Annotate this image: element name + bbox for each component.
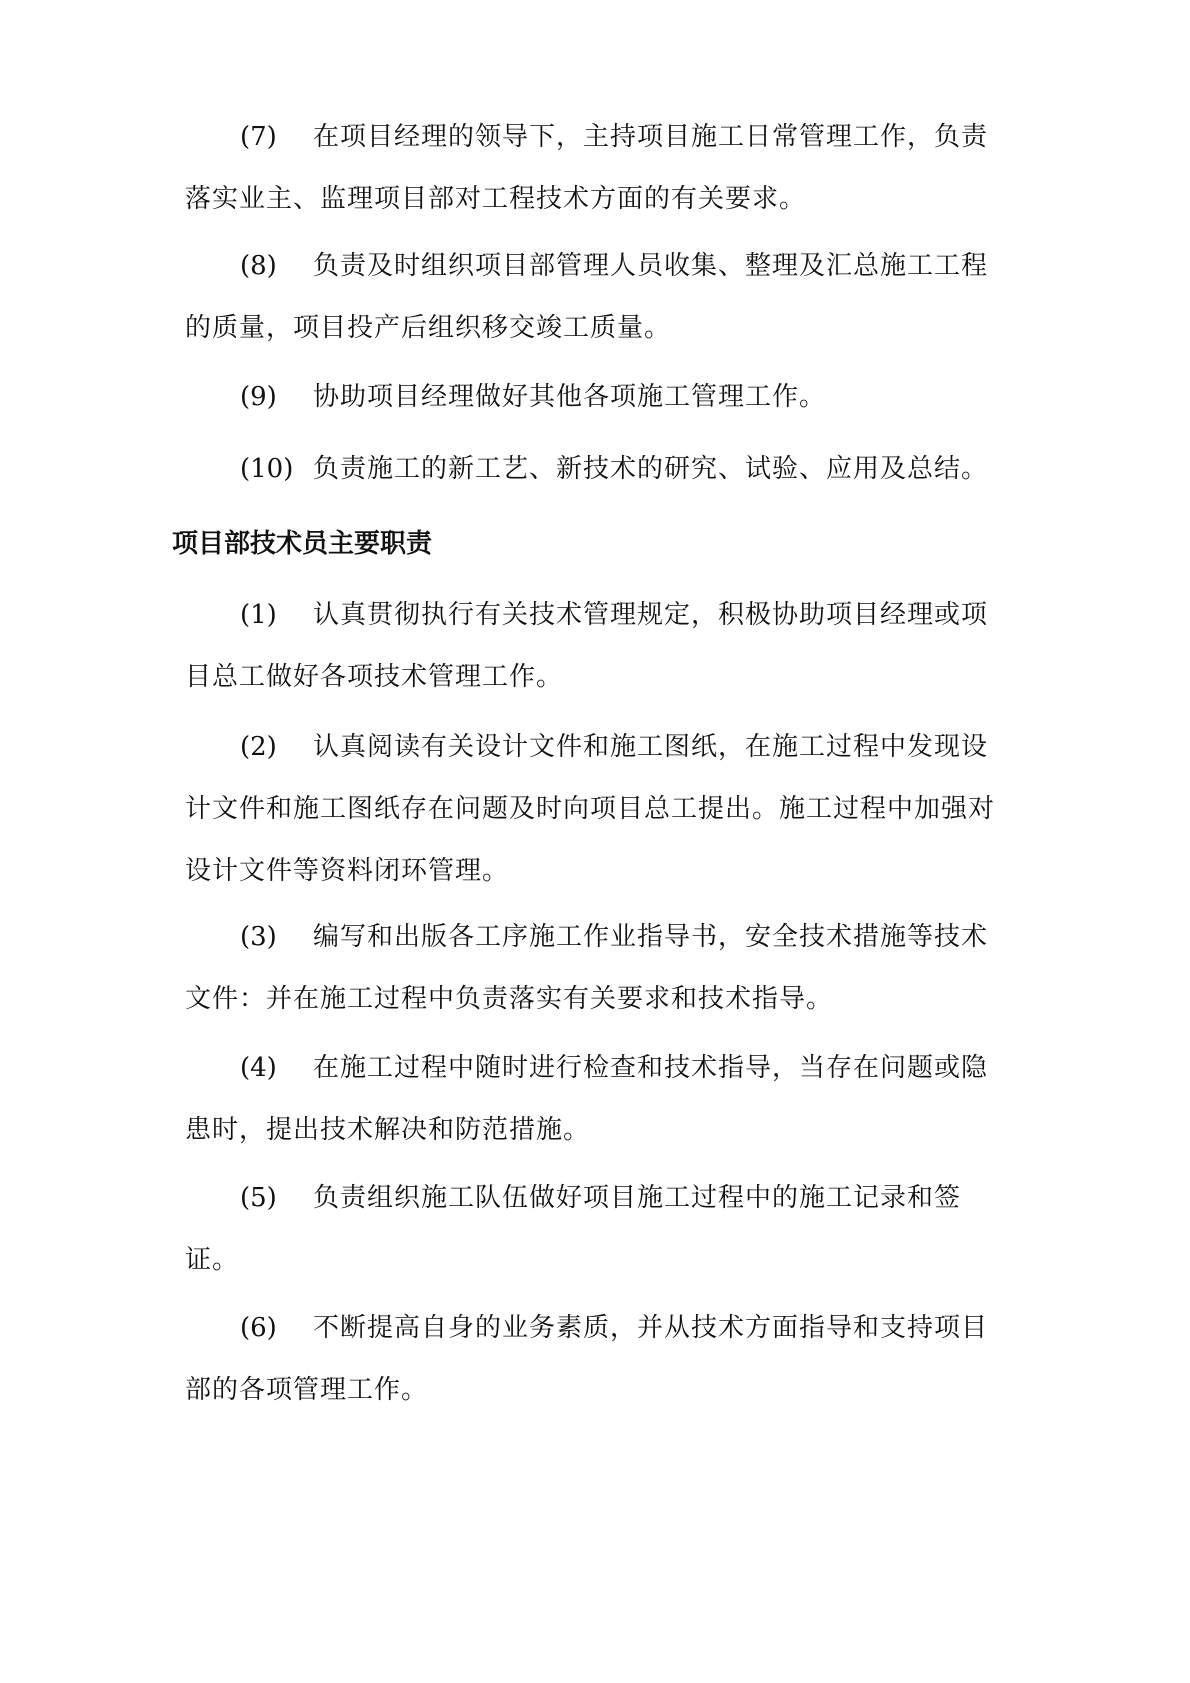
item-text-line: 计文件和施工图纸存在问题及时向项目总工提出。施工过程中加强对 <box>185 794 996 824</box>
item-number: (4) <box>240 1053 277 1083</box>
item-number: (2) <box>240 732 277 762</box>
item-number: (8) <box>240 251 277 281</box>
item-text-line: 在项目经理的领导下，主持项目施工日常管理工作，负责 <box>313 122 989 152</box>
item-text-line: 部的各项管理工作。 <box>185 1375 429 1405</box>
item-number: (5) <box>240 1183 277 1213</box>
duty-item-5 <box>185 1167 1017 1291</box>
item-text-line: 负责施工的新工艺、新技术的研究、试验、应用及总结。 <box>313 454 989 484</box>
item-text-line: 目总工做好各项技术管理工作。 <box>185 662 564 692</box>
item-text-line: 落实业主、监理项目部对工程技术方面的有关要求。 <box>185 184 807 214</box>
duty-item-6 <box>185 1297 1017 1421</box>
item-text-line: 认真贯彻执行有关技术管理规定，积极协助项目经理或项 <box>313 600 989 630</box>
item-number: (3) <box>240 922 277 952</box>
duty-item-8 <box>185 235 1017 359</box>
item-text-line: 负责及时组织项目部管理人员收集、整理及汇总施工工程 <box>313 251 989 281</box>
item-number: (1) <box>240 600 277 630</box>
item-text-line: 负责组织施工队伍做好项目施工过程中的施工记录和签 <box>313 1183 962 1213</box>
item-number: (9) <box>240 382 277 412</box>
duty-item-4 <box>185 1037 1017 1161</box>
item-text-line: 的质量，项目投产后组织移交竣工质量。 <box>185 313 672 343</box>
item-number: (10) <box>240 454 294 484</box>
duty-item-9 <box>185 366 1017 428</box>
section-heading: 项目部技术员主要职责 <box>172 529 433 559</box>
item-number: (6) <box>240 1313 277 1343</box>
duty-item-1 <box>185 584 1017 708</box>
duty-item-7 <box>185 106 1017 230</box>
item-text-line: 认真阅读有关设计文件和施工图纸，在施工过程中发现设 <box>313 732 989 762</box>
duty-item-10 <box>185 438 1017 500</box>
item-text-line: 在施工过程中随时进行检查和技术指导，当存在问题或隐 <box>313 1053 989 1083</box>
duty-item-3 <box>185 906 1017 1030</box>
item-number: (7) <box>240 122 277 152</box>
item-text-line: 文件：并在施工过程中负责落实有关要求和技术指导。 <box>185 984 834 1014</box>
item-text-line: 患时，提出技术解决和防范措施。 <box>185 1115 591 1145</box>
item-text-line: 设计文件等资料闭环管理。 <box>185 856 510 886</box>
item-text-line: 不断提高自身的业务素质，并从技术方面指导和支持项目 <box>313 1313 989 1343</box>
duty-item-2 <box>185 716 1017 902</box>
item-text-line: 证。 <box>185 1245 240 1275</box>
item-text-line: 协助项目经理做好其他各项施工管理工作。 <box>313 382 827 412</box>
item-text-line: 编写和出版各工序施工作业指导书，安全技术措施等技术 <box>313 922 989 952</box>
